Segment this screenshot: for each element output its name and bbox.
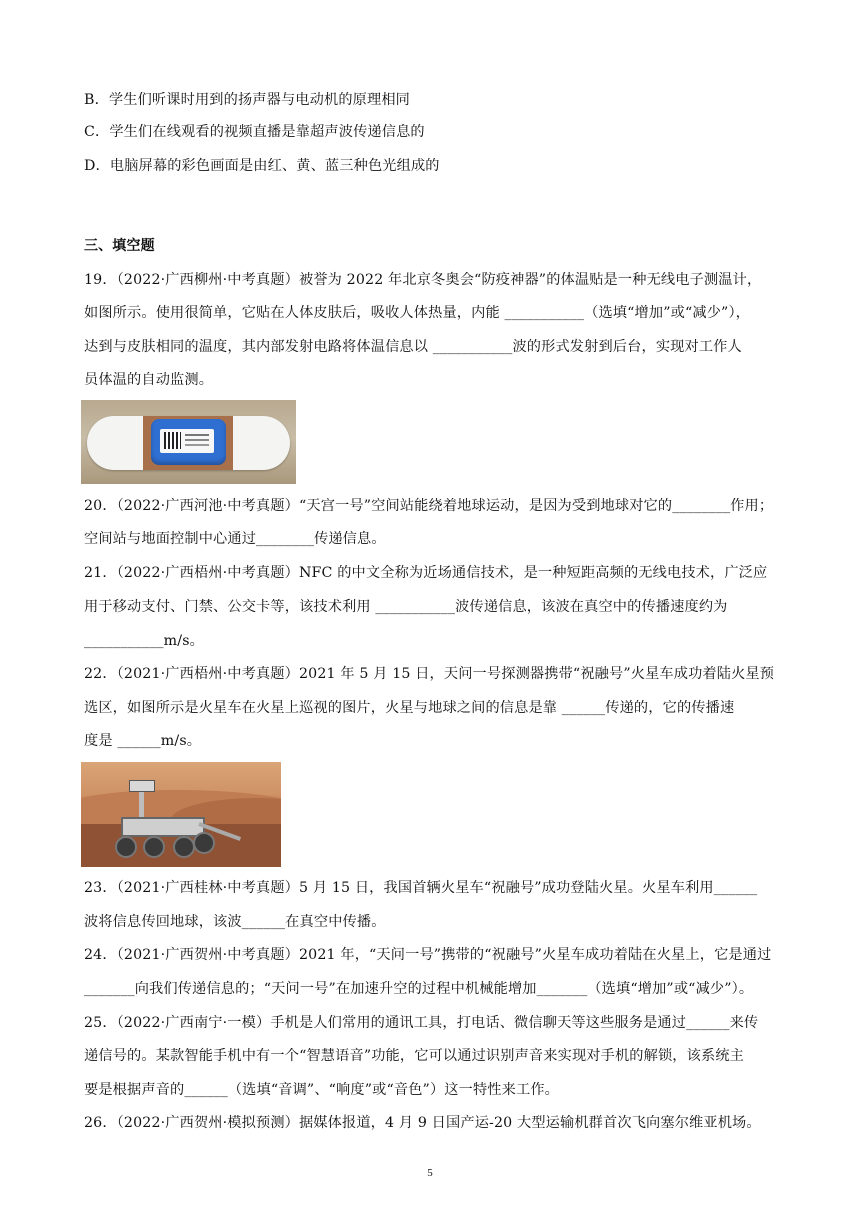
question-23-line-2: 波将信息传回地球，该波______在真空中传播。 <box>84 914 386 930</box>
question-19-line-1: 19．（2022·广西柳州·中考真题）被誉为 2022 年北京冬奥会“防疫神器”的体温贴是一种无线电子测温计， <box>84 272 762 288</box>
question-19-line-2: 如图所示。使用很简单，它贴在人体皮肤后，吸收人体热量，内能 ___________（选填“增加”或“减少”）， <box>84 305 751 321</box>
mars-rover-image <box>81 762 281 867</box>
question-24-line-2: _______向我们传递信息的；“天问一号”在加速升空的过程中机械能增加_______（选填“增加”或“减少”）。 <box>84 981 754 997</box>
question-21-line-3: ___________m/s。 <box>84 633 204 649</box>
question-20-line-1: 20．（2022·广西河池·中考真题）“天宫一号”空间站能绕着地球运动，是因为受到地球对它的________作用； <box>84 498 774 514</box>
temperature-patch-image <box>81 400 296 484</box>
question-21-line-2: 用于移动支付、门禁、公交卡等，该技术利用 ___________波传递信息，该波在真空中的传播速度约为 <box>84 599 728 615</box>
question-25-line-2: 递信号的。某款智能手机中有一个“智慧语音”功能，它可以通过识别声音来实现对手机的解锁，该系统主 <box>84 1048 744 1064</box>
question-20-line-2: 空间站与地面控制中心通过________传递信息。 <box>84 531 386 547</box>
question-26-line-1: 26．（2022·广西贺州·模拟预测）据媒体报道，4 月 9 日国产运-20 大型运输机群首次飞向塞尔维亚机场。 <box>84 1115 761 1131</box>
question-25-line-1: 25．（2022·广西南宁·一模）手机是人们常用的通讯工具，打电话、微信聊天等这些服务是通过______来传 <box>84 1015 759 1031</box>
question-22-line-1: 22．（2021·广西梧州·中考真题）2021 年 5 月 15 日，天问一号探测器携带“祝融号”火星车成功着陆火星预 <box>84 666 775 682</box>
page-number: 5 <box>427 1167 433 1179</box>
question-22-line-2: 选区，如图所示是火星车在火星上巡视的图片，火星与地球之间的信息是靠 ______传递的，它的传播速 <box>84 700 735 716</box>
question-22-line-3: 度是 ______m/s。 <box>84 733 202 749</box>
question-21-line-1: 21．（2022·广西梧州·中考真题）NFC 的中文全称为近场通信技术，是一种短距高频的无线电技术，广泛应 <box>84 565 768 581</box>
section-title: 三、填空题 <box>84 238 155 254</box>
option-c: C．学生们在线观看的视频直播是靠超声波传递信息的 <box>84 124 425 140</box>
question-24-line-1: 24．（2021·广西贺州·中考真题）2021 年，“天问一号”携带的“祝融号”火星车成功着陆在火星上，它是通过 <box>84 947 772 963</box>
question-25-line-3: 要是根据声音的______（选填“音调”、“响度”或“音色”）这一特性来工作。 <box>84 1082 559 1098</box>
option-b: B．学生们听课时用到的扬声器与电动机的原理相同 <box>84 92 411 108</box>
question-19-line-3: 达到与皮肤相同的温度，其内部发射电路将体温信息以 ___________波的形式发射到后台，实现对工作人 <box>84 339 742 355</box>
option-d: D．电脑屏幕的彩色画面是由红、黄、蓝三种色光组成的 <box>84 158 440 174</box>
question-19-line-4: 员体温的自动监测。 <box>84 372 214 388</box>
question-23-line-1: 23．（2021·广西桂林·中考真题）5 月 15 日，我国首辆火星车“祝融号”成功登陆火星。火星车利用______ <box>84 880 758 896</box>
